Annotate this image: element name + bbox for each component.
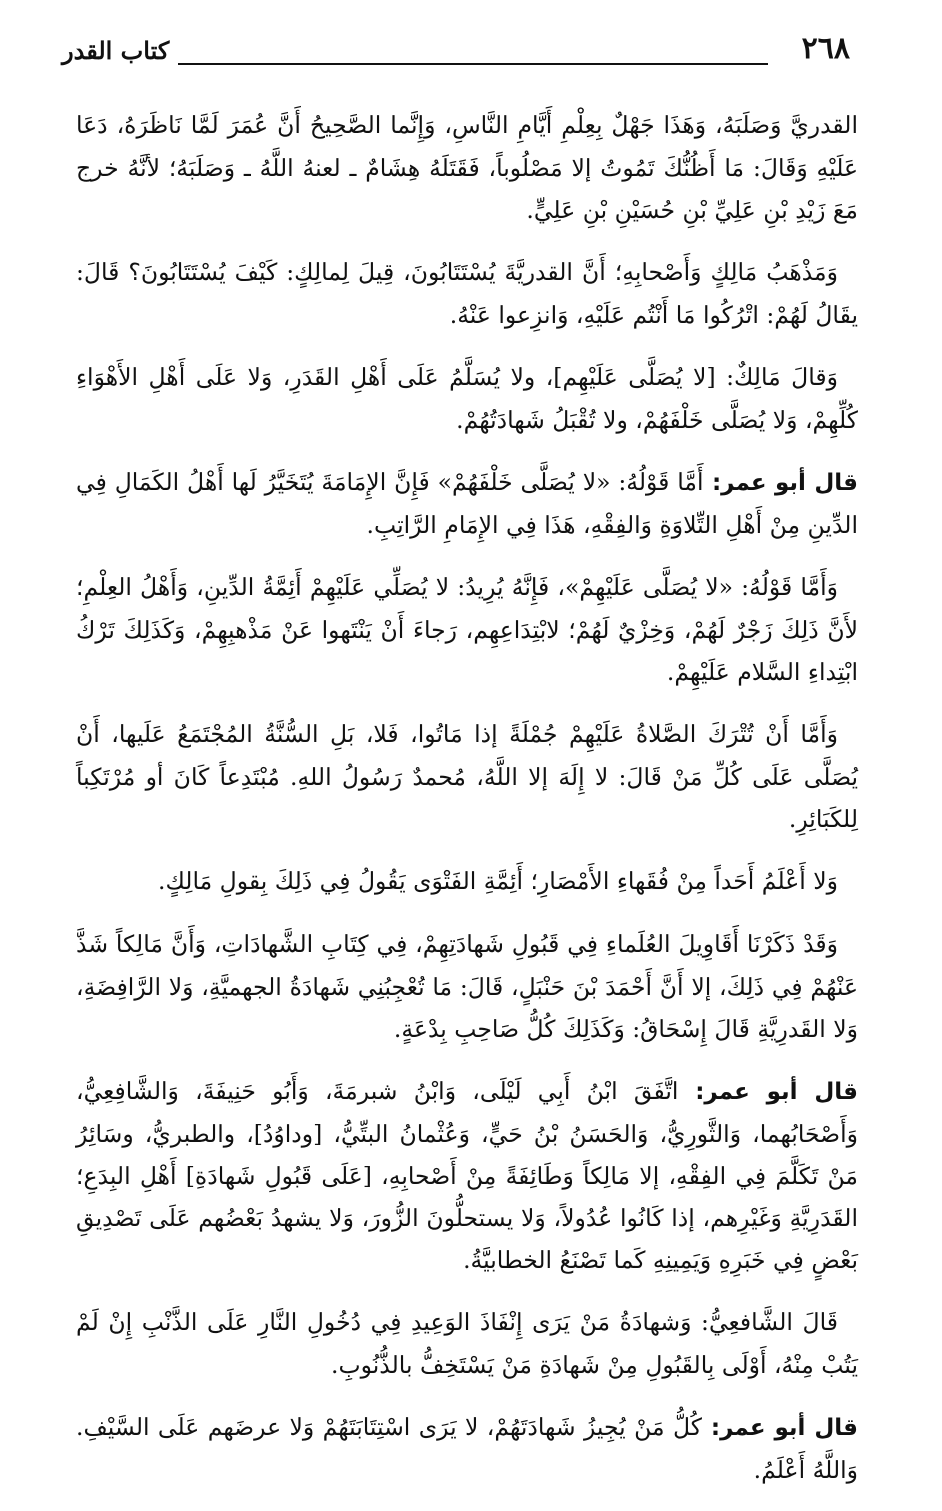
paragraph-text: أَمَّا قَوْلُهُ: «لا يُصَلَّى خَلْفَهُمْ» فَإِنَّ الإِمَامَةَ يُتَخَيَّرُ لَها أَهْلُ الكَمَالِ فِي الدِّينِ مِنْ أَهْلِ التِّلاوَةِ وَالفِقْهِ، هَذَا فِي الإِمَامِ الرَّاتِبِ. (76, 468, 858, 539)
paragraph-text: وَأَمَّا قَوْلُهُ: «لا يُصَلَّى عَلَيْهِمْ»، فَإِنَّهُ يُرِيدُ: لا يُصَلِّي عَلَيْهِمْ أَئِمَّةُ الدِّينِ، وَأَهْلُ العِلْمِ؛ لأَنَّ ذَلِكَ زَجْرٌ لَهُمْ، وَخِزْيٌ لَهُمْ؛ لابْتِدَاعِهِم، رَجاءَ أَنْ يَنْتَهوا عَنْ مَذْهبِهِمْ، وَكَذَلِكَ تَرْكُ ابْتِداءِ السَّلام عَلَيْهِمْ. (76, 573, 858, 686)
body-text (76, 104, 858, 1511)
paragraph (76, 923, 858, 1050)
paragraph (76, 1301, 858, 1386)
header-rule (178, 63, 768, 65)
speaker-label: قال أبو عمر: (701, 1415, 858, 1441)
paragraph (76, 1406, 858, 1491)
book-title: كتاب القدر (62, 36, 170, 65)
paragraph-text: وَقالَ مَالِكٌ: [لا يُصَلَّى عَلَيْهِم]، ولا يُسَلَّمُ عَلَى أَهْلِ القَدَرِ، وَلا عَلَى أَهْلِ الأَهْوَاءِ كُلِّهِمْ، وَلا يُصَلَّى خَلْفَهُمْ، ولا تُقْبَلُ شَهادَتُهُمْ. (76, 363, 858, 434)
page-header (62, 30, 850, 70)
paragraph-text: قَالَ الشَّافعِيُّ: وَشهادَةُ مَنْ يَرَى إِنْفَاذَ الوَعِيدِ فِي دُخُولِ النَّارِ عَلَى الذَّنْبِ إِنْ لَمْ يَتُبْ مِنْهُ، أَوْلَى بِالقَبُولِ مِنْ شَهادَةِ مَنْ يَسْتَخِفُّ بالذُّنُوبِ. (76, 1308, 858, 1379)
speaker-label: قال أبو عمر: (703, 470, 858, 496)
speaker-label: قال أبو عمر: (678, 1079, 858, 1105)
paragraph (76, 251, 858, 336)
page-number: ٢٦٨ (801, 31, 850, 66)
paragraph-text: القدريَّ وَصَلَبَهُ، وَهَذَا جَهْلٌ بِعِلْمِ أَيَّامِ النَّاسِ، وَإِنَّما الصَّحِيحُ أَنَّ عُمَرَ لَمَّا نَاظَرَهُ، دَعَا عَلَيْهِ وَقَالَ: مَا أَظُنُّكَ تَمُوتُ إلا مَصْلُوباً، فَقَتَلَهُ هِشَامٌ ـ لعنهُ اللَّهُ ـ وَصَلَبَهُ؛ لأنَّهُ خرج مَعَ زَيْدِ بْنِ عَلِيِّ بْنِ حُسَيْنِ بْنِ عَلِيٍّ. (76, 111, 858, 224)
paragraph-text: وَقَدْ ذَكَرْنَا أَقَاوِيلَ العُلَماءِ فِي قَبُولِ شَهادَتِهِمْ، فِي كِتَابِ الشَّهادَاتِ، وَأَنَّ مَالِكاً شَذَّ عَنْهُمْ فِي ذَلِكَ، إلا أَنَّ أَحْمَدَ بْنَ حَنْبَلٍ، قَالَ: مَا تُعْجِبُنِي شَهادَةُ الجهميَّةِ، وَلا الرَّافِضَةِ، وَلا القَدرِيَّةِ قَالَ إِسْحَاقُ: وَكَذَلِكَ كُلُّ صَاحِبِ بِدْعَةٍ. (76, 930, 858, 1043)
paragraph-text: وَلا أَعْلَمُ أَحَداً مِنْ فُقَهاءِ الأَمْصَارِ؛ أَئِمَّةِ الفَتْوَى يَقُولُ فِي ذَلِكَ بِقولِ مَالِكٍ. (158, 867, 838, 895)
paragraph-text: كُلُّ مَنْ يُجِيزُ شَهادَتَهُمْ، لا يَرَى اسْتِتَابَتَهُمْ وَلا عرضَهم عَلَى السَّيْفِ. وَاللَّهُ أَعْلَمُ. (76, 1413, 858, 1484)
paragraph (76, 860, 858, 903)
paragraph (76, 566, 858, 693)
paragraph (76, 1070, 858, 1281)
paragraph (76, 461, 858, 546)
paragraph (76, 104, 858, 231)
paragraph-text: وَمَذْهَبُ مَالِكٍ وَأَصْحابِهِ؛ أَنَّ القدريَّةَ يُسْتَتَابُونَ، قِيلَ لِمالِكٍ: كَيْفَ يُسْتَتَابُونَ؟ قَالَ: يقَالُ لَهُمْ: اتْرُكُوا مَا أَنْتُم عَلَيْهِ، وَانزِعوا عَنْهُ. (76, 258, 858, 329)
paragraph (76, 356, 858, 441)
paragraph (76, 713, 858, 840)
paragraph-text: وَأَمَّا أَنْ تُتْرَكَ الصَّلاةُ عَلَيْهِمْ جُمْلَةً إذا مَاتُوا، فَلا، بَلِ السُّنَّةُ المُجْتَمَعُ عَلَيها، أَنْ يُصَلَّى عَلَى كُلِّ مَنْ قَالَ: لا إِلَهَ إلا اللَّهُ، مُحمدٌ رَسُولُ اللهِ. مُبْتَدِعاً كَانَ أو مُرْتَكِباً لِلكَبَائِرِ. (76, 720, 858, 833)
paragraph-text: اتَّفَقَ ابْنُ أَبِي لَيْلَى، وَابْنُ شبرمَةَ، وَأَبُو حَنِيفَةَ، وَالشَّافِعِيُّ، وَأَصْحَابُهما، وَالثَّورِيُّ، وَالحَسَنُ بْنُ حَيٍّ، وَعُثْمانُ البتِّيُّ، [وداوُدُ]، والطبريُّ، وسَائِرُ مَنْ تَكَلَّمَ فِي الفِقْهِ، إلا مَالِكاً وَطَائِفَةً مِنْ أَصْحابِهِ، [عَلَى قَبُولِ شَهادَةِ] أَهْلِ البِدَعِ؛ القَدَرِيَّةِ وَغَيْرِهم، إذا كَانُوا عُدُولاً، وَلا يستحلُّونَ الزُّورَ، وَلا يشهدُ بَعْضُهم عَلَى تَصْدِيقِ بَعْضٍ فِي خَبَرِهِ وَيَمِينِهِ كَما تَصْنَعُ الخطابيَّةُ. (76, 1077, 858, 1274)
